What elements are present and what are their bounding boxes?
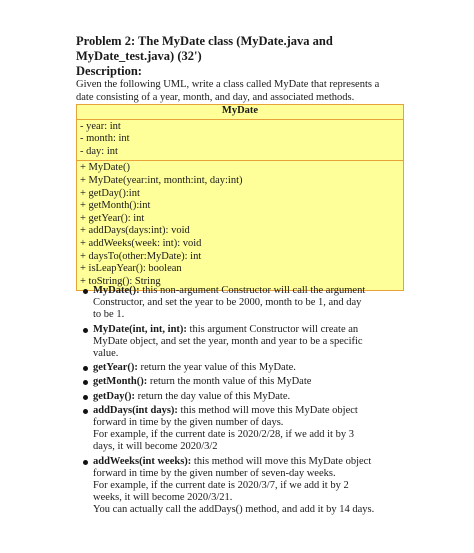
method-desc: forward in time by the given number of seven-day weeks. (93, 467, 336, 479)
method-desc: return the month value of this MyDate (147, 376, 312, 388)
method-desc: to be 1. (93, 309, 125, 321)
method-descriptions-list (82, 285, 407, 519)
uml-method: + addWeeks(week: int): void (80, 237, 202, 249)
uml-field: - month: int (80, 133, 130, 145)
method-desc: days, it will become 2020/3/2 (93, 441, 218, 453)
list-item (82, 456, 407, 517)
problem-title (76, 34, 406, 64)
method-desc: value. (93, 348, 119, 360)
method-desc: forward in time by the given number of days. (93, 417, 284, 429)
method-desc: For example, if the current date is 2020/3/7, if we add it by 2 (93, 480, 349, 492)
uml-method: + MyDate(year:int, month:int, day:int) (80, 174, 243, 186)
uml-methods (77, 160, 403, 290)
method-desc: weeks, it will become 2020/3/21. (93, 492, 233, 504)
method-desc: For example, if the current date is 2020/2/28, if we add it by 3 (93, 429, 354, 441)
method-desc: this method will move this MyDate object (191, 455, 372, 467)
problem-header (76, 34, 406, 291)
method-desc: return the day value of this MyDate. (134, 390, 291, 402)
uml-method: + daysTo(other:MyDate): int (80, 250, 202, 262)
method-desc: Constructor, and set the year to be 2000, month to be 1, and day (93, 297, 362, 309)
method-name: getDay(): (93, 390, 135, 402)
description-line2: date consisting of a year, month, and day, and associated methods. (76, 91, 355, 103)
method-desc: this non-argument Constructor will call the argument (139, 285, 366, 296)
method-desc: this method will move this MyDate object (177, 404, 358, 416)
method-desc: You can actually call the addDays() method, and add it by 14 days. (93, 504, 375, 516)
list-item (82, 405, 407, 454)
method-name: MyDate(int, int, int): (93, 323, 187, 335)
uml-method: + addDays(days:int): void (80, 225, 190, 237)
method-desc: return the year value of this MyDate. (137, 362, 296, 374)
list-item (82, 391, 407, 403)
uml-method: + MyDate() (80, 162, 130, 174)
list-item (82, 362, 407, 374)
problem-title-line2: MyDate_test.java) (32') (76, 49, 202, 63)
uml-method: + getYear(): int (80, 212, 145, 224)
description-label: Description: (76, 64, 142, 78)
method-desc: MyDate object, and set the year, month and year to be a specific (93, 335, 363, 347)
problem-title-line1: Problem 2: The MyDate class (MyDate.java and (76, 34, 333, 48)
uml-method: + getMonth():int (80, 200, 151, 212)
method-name: getMonth(): (93, 376, 148, 388)
uml-method: + isLeapYear(): boolean (80, 263, 182, 275)
description-line1: Given the following UML, write a class called MyDate that represents a (76, 79, 380, 90)
method-name: addDays(int days): (93, 404, 178, 416)
uml-method: + getDay():int (80, 187, 140, 199)
uml-field: - year: int (80, 120, 121, 132)
list-item (82, 376, 407, 388)
uml-method: + toString(): String (80, 275, 161, 287)
list-item (82, 324, 407, 361)
description-text (76, 79, 406, 104)
method-name: getYear(): (93, 362, 138, 374)
uml-class-name: MyDate (77, 105, 403, 120)
uml-field: - day: int (80, 145, 118, 157)
uml-fields (77, 120, 403, 161)
list-item (82, 285, 407, 322)
method-name: MyDate(): (93, 285, 140, 296)
method-desc: this argument Constructor will create an (186, 323, 359, 335)
uml-class-diagram (76, 104, 404, 291)
method-name: addWeeks(int weeks): (93, 455, 192, 467)
